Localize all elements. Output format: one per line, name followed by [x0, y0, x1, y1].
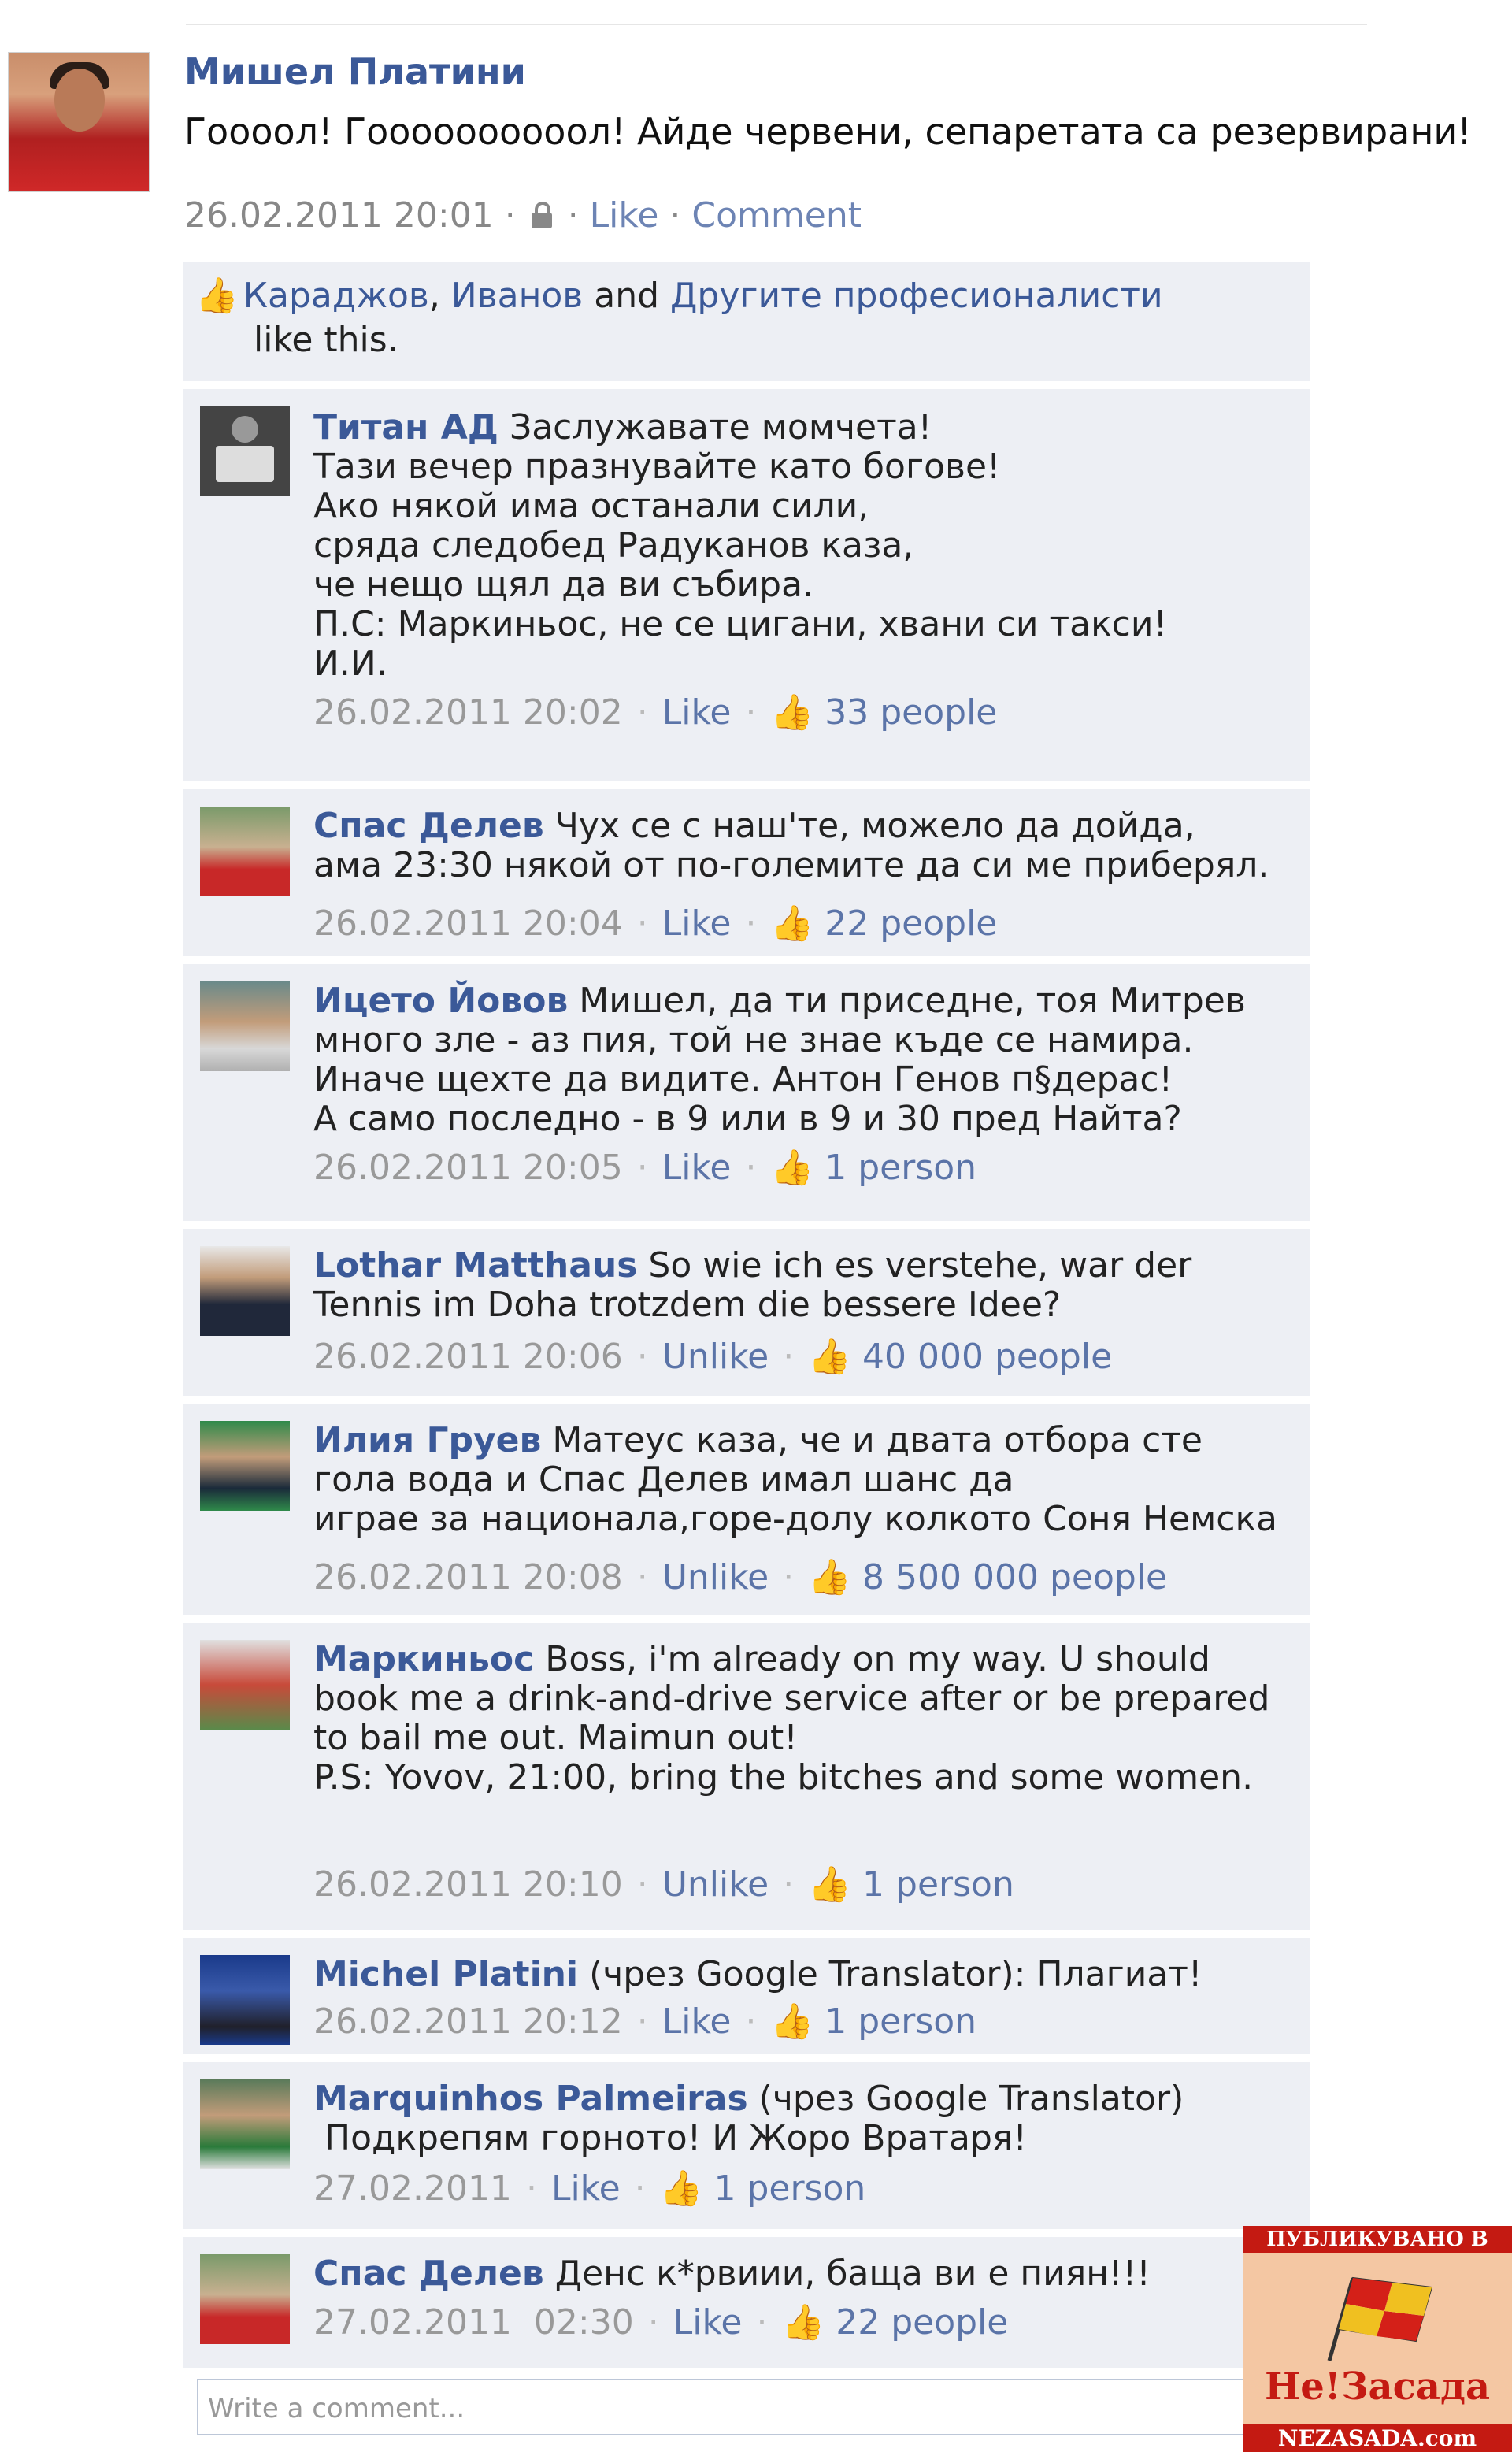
comment-line: Tennis im Doha trotzdem die bessere Idee?: [313, 1285, 1062, 1325]
thumbs-up-icon: 👍: [770, 2001, 814, 2042]
comment-like-link[interactable]: Like: [662, 1148, 732, 1188]
commenter-avatar[interactable]: [200, 1640, 290, 1730]
watermark-name: Не!Засада: [1264, 2365, 1491, 2409]
thumbs-up-icon: 👍: [808, 1864, 852, 1905]
comment-timestamp[interactable]: 26.02.2011 20:02: [313, 692, 623, 733]
post-text: Гоооол! Гоооооооооол! Айде червени, сепаретата са резервирани!: [184, 110, 1472, 153]
thumbs-up-icon: 👍: [770, 1148, 814, 1188]
comment-line: че нещо щял да ви събира.: [313, 565, 814, 605]
comment-line: П.С: Маркиньос, не се цигани, хвани си такси!: [313, 604, 1168, 644]
thumbs-up-icon: 👍: [770, 903, 814, 944]
post-like-link[interactable]: Like: [589, 195, 659, 236]
post-timestamp[interactable]: 26.02.2011 20:01: [184, 195, 494, 236]
watermark-url: NEZASADA.com: [1243, 2424, 1512, 2452]
comment-likes-count[interactable]: [781, 2302, 1008, 2343]
comment-meta: 26.02.2011 20:08 · Unlike · 👍 8 500 000 people: [313, 1557, 1168, 1597]
comment-line: Подкрепям горното! И Жоро Вратаря!: [313, 2118, 1027, 2158]
comment-line: Boss, i'm already on my way. U should: [545, 1639, 1210, 1679]
comment-body: [313, 1640, 1269, 1797]
comment-line: Матеус каза, че и двата отбора сте: [552, 1420, 1203, 1460]
comment-line: ама 23:30 някой от по-големите да си ме приберял.: [313, 845, 1269, 885]
commenter-avatar[interactable]: [200, 2079, 290, 2169]
comment-line: (чрез Google Translator): Плагиат!: [589, 1954, 1203, 1994]
thumbs-up-icon: 👍: [659, 2168, 703, 2209]
comment-body: [313, 408, 1167, 684]
comment-body: [313, 807, 1269, 885]
post-author-name[interactable]: Мишел Платини: [184, 50, 526, 93]
comment-author[interactable]: Маркиньос: [313, 1639, 535, 1679]
comment-like-link[interactable]: Unlike: [662, 1864, 769, 1905]
comment-author[interactable]: Lothar Matthaus: [313, 1245, 638, 1285]
comment-line: А само последно - в 9 или в 9 и 30 пред Найта?: [313, 1099, 1182, 1139]
thumbs-up-icon: 👍: [781, 2302, 825, 2343]
comment-meta: 26.02.2011 20:10 · Unlike · 👍 1 person: [313, 1864, 1014, 1905]
likes-count-label: 1 person: [825, 1148, 977, 1188]
commenter-avatar[interactable]: [200, 1955, 290, 2045]
post-meta: 26.02.2011 20:01 · · Like · Comment: [184, 195, 862, 236]
thumbs-up-icon: 👍: [195, 276, 239, 316]
thumbs-up-icon: 👍: [808, 1557, 852, 1597]
corner-flag-icon: [1321, 2270, 1440, 2365]
comment-line: Заслужавате момчета!: [510, 407, 932, 447]
comment-meta: 26.02.2011 20:04 · Like · 👍 22 people: [313, 903, 998, 944]
comment-like-link[interactable]: Unlike: [662, 1557, 769, 1597]
comment-body: [313, 981, 1246, 1139]
watermark-stamp: [1243, 2226, 1512, 2452]
comment-timestamp[interactable]: 26.02.2011 20:08: [313, 1557, 623, 1597]
likes-count-label: 33 people: [825, 692, 998, 733]
commenter-avatar[interactable]: [200, 981, 290, 1071]
comment-meta: 26.02.2011 20:12 · Like · 👍 1 person: [313, 2001, 977, 2042]
liker-link[interactable]: Другите професионалисти: [670, 276, 1163, 316]
comment-meta: 26.02.2011 20:02 · Like · 👍 33 people: [313, 692, 998, 733]
comment-author[interactable]: Титан АД: [313, 407, 498, 447]
comment-like-link[interactable]: Like: [662, 2001, 732, 2042]
likes-suffix: like this.: [254, 320, 398, 360]
thumbs-up-icon: 👍: [808, 1337, 852, 1377]
comment-author[interactable]: Спас Делев: [313, 2254, 544, 2294]
likes-count-label: 8 500 000 people: [862, 1557, 1168, 1597]
comment-author[interactable]: Илия Груев: [313, 1420, 542, 1460]
comment-meta: 27.02.2011 02:30 · Like · 👍 22 people: [313, 2302, 1009, 2343]
write-comment-input[interactable]: Write a comment...: [197, 2379, 1299, 2435]
commenter-avatar[interactable]: [200, 1246, 290, 1336]
comment-likes-count[interactable]: [808, 1337, 1112, 1377]
comment-author[interactable]: Marquinhos Palmeiras: [313, 2079, 748, 2119]
comment-line: Ако някой има останали сили,: [313, 486, 869, 526]
commenter-avatar[interactable]: [200, 1421, 290, 1511]
comment-author[interactable]: Ицето Йовов: [313, 981, 569, 1021]
comment-line: P.S: Yovov, 21:00, bring the bitches and some women.: [313, 1757, 1254, 1797]
likes-count-label: 1 person: [825, 2001, 977, 2042]
comment-body: [313, 1955, 1203, 1994]
comment-likes-count[interactable]: [808, 1864, 1014, 1905]
comment-line: (чрез Google Translator): [758, 2079, 1184, 2119]
liker-link[interactable]: Иванов: [450, 276, 584, 316]
comment-timestamp[interactable]: 26.02.2011 20:05: [313, 1148, 623, 1188]
comment-likes-count[interactable]: [770, 2001, 976, 2042]
comment-meta: 26.02.2011 20:06 · Unlike · 👍 40 000 people: [313, 1337, 1113, 1377]
comment-like-link[interactable]: Like: [662, 903, 732, 944]
comment-timestamp[interactable]: 27.02.2011 02:30: [313, 2302, 634, 2343]
comment-line: много зле - аз пия, той не знае къде се намира.: [313, 1020, 1194, 1060]
comment-meta: 26.02.2011 20:05 · Like · 👍 1 person: [313, 1148, 977, 1188]
likes-count-label: 40 000 people: [862, 1337, 1113, 1377]
comment-likes-count[interactable]: [770, 903, 997, 944]
comment-timestamp[interactable]: 26.02.2011 20:04: [313, 903, 623, 944]
commenter-avatar[interactable]: [200, 406, 290, 496]
thumbs-up-icon: 👍: [770, 692, 814, 733]
comment-line: Денс к*рвиии, баща ви е пиян!!!: [554, 2254, 1151, 2294]
comment-line: Чух се с наш'те, можело да дойда,: [554, 806, 1195, 846]
post-comment-link[interactable]: Comment: [691, 195, 862, 236]
comment-line: И.И.: [313, 644, 387, 684]
watermark-top-text: ПУБЛИКУВАНО В: [1243, 2226, 1512, 2253]
comment-likes-count[interactable]: [770, 1148, 976, 1188]
commenter-avatar[interactable]: [200, 2254, 290, 2344]
likes-and: and: [594, 276, 660, 316]
comment-timestamp[interactable]: 26.02.2011 20:06: [313, 1337, 623, 1377]
comment-line: Иначе щехте да видите. Антон Генов п§дерас!: [313, 1059, 1173, 1100]
lock-icon: [532, 213, 552, 228]
top-divider: [186, 24, 1367, 25]
comment-body: [313, 2254, 1151, 2294]
liker-link[interactable]: Караджов: [243, 276, 429, 316]
comment-author[interactable]: Michel Platini: [313, 1954, 579, 1994]
comment-line: играе за национала,горе-долу колкото Соня Немска: [313, 1499, 1278, 1539]
comment-likes-count[interactable]: [660, 2168, 866, 2209]
comment-likes-count[interactable]: [808, 1557, 1167, 1597]
post-author-avatar[interactable]: [8, 52, 150, 192]
comment-body: [313, 1421, 1277, 1539]
comment-body: [313, 1246, 1191, 1325]
comment-line: сряда следобед Радуканов каза,: [313, 525, 914, 566]
comment-line: book me a drink-and-drive service after or be prepared: [313, 1679, 1270, 1719]
likes-count-label: 22 people: [836, 2302, 1009, 2343]
comment-timestamp[interactable]: 27.02.2011: [313, 2168, 512, 2209]
comment-author[interactable]: Спас Делев: [313, 806, 544, 846]
comment-line: Мишел, да ти приседне, тоя Митрев: [579, 981, 1246, 1021]
likes-count-label: 22 people: [825, 903, 998, 944]
comment-like-link[interactable]: Like: [550, 2168, 621, 2209]
comment-line: to bail me out. Maimun out!: [313, 1718, 798, 1758]
likes-count-label: 1 person: [862, 1864, 1014, 1905]
comment-line: Тази вечер празнувайте като богове!: [313, 447, 1001, 487]
comment-meta: 27.02.2011 · Like · 👍 1 person: [313, 2168, 866, 2209]
comment-line: So wie ich es verstehe, war der: [648, 1245, 1192, 1285]
likes-count-label: 1 person: [713, 2168, 866, 2209]
comment-like-link[interactable]: Like: [673, 2302, 743, 2343]
comment-timestamp[interactable]: 26.02.2011 20:12: [313, 2001, 623, 2042]
comment-like-link[interactable]: Unlike: [662, 1337, 769, 1377]
likes-summary: 👍 Караджов, Иванов and Другите професионалисти like this.: [195, 276, 1163, 360]
comment-body: [313, 2079, 1184, 2158]
comment-likes-count[interactable]: [770, 692, 997, 733]
comment-like-link[interactable]: Like: [662, 692, 732, 733]
commenter-avatar[interactable]: [200, 807, 290, 896]
comment-timestamp[interactable]: 26.02.2011 20:10: [313, 1864, 623, 1905]
comment-line: гола вода и Спас Делев имал шанс да: [313, 1460, 1014, 1500]
